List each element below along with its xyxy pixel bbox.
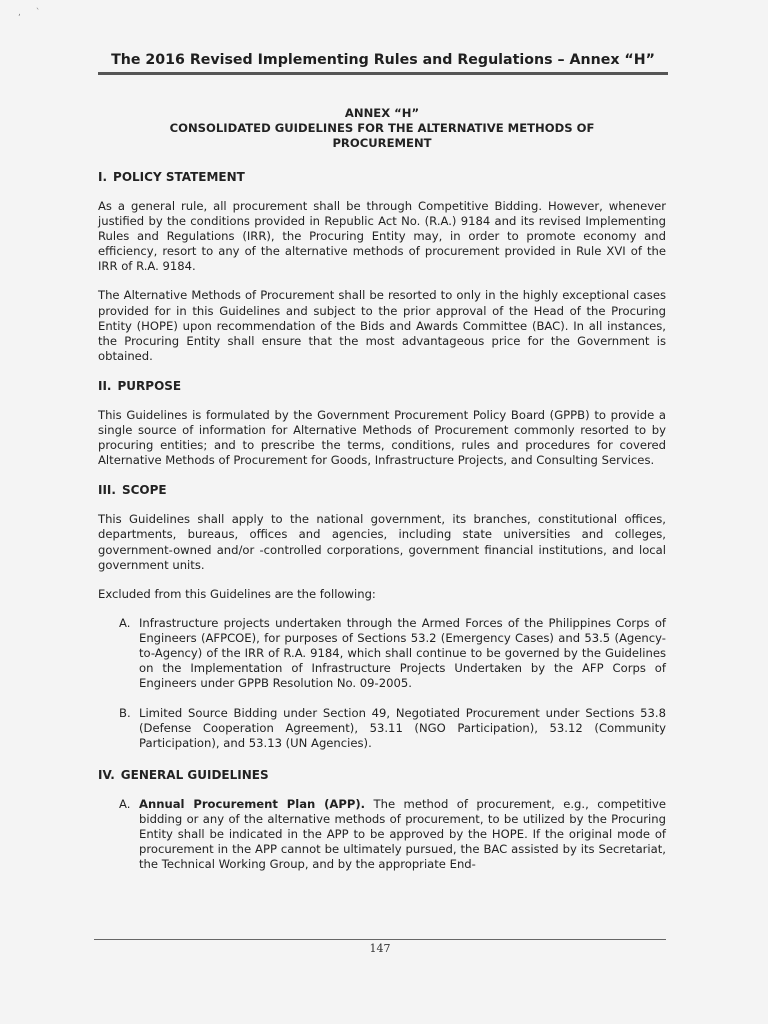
list-item-text <box>139 797 666 872</box>
section-heading-general <box>98 767 666 783</box>
section-number: IV. <box>98 767 115 782</box>
section-title: PURPOSE <box>117 378 182 393</box>
list-item <box>98 616 666 691</box>
section-number: II. <box>98 378 112 393</box>
list-marker: B. <box>119 706 131 721</box>
scope-exclusions-list <box>98 616 666 752</box>
list-item-text: Limited Source Bidding under Section 49, Negotiated Procurement under Sections 53.8 (Defense Cooperation Agreement), 53.11 (NGO Participation), 53.12 (Community Participation), and 53.13 (UN Agencies). <box>139 706 666 751</box>
list-item-lead: Annual Procurement Plan (APP). <box>139 796 366 811</box>
document-title <box>98 106 666 151</box>
list-marker: A. <box>119 615 131 630</box>
section-title: POLICY STATEMENT <box>113 170 245 184</box>
general-guidelines-list <box>98 797 666 872</box>
policy-paragraph-1: As a general rule, all procurement shall be through Competitive Bidding. However, whenever justified by the conditions provided in Republic Act No. (R.A.) 9184 and its revised Implementing Rules and Regulations (IRR), the Procuring Entity may, in order to promote economy and efficiency, resort to any of the alternative methods of procurement provided in Rule XVI of the IRR of R.A. 9184. <box>98 199 666 274</box>
section-heading-policy <box>98 169 666 185</box>
section-title: SCOPE <box>121 483 167 498</box>
scope-exclusions-intro: Excluded from this Guidelines are the following: <box>98 586 376 601</box>
footer-rule <box>94 939 666 940</box>
section-number: I. <box>98 170 108 184</box>
running-header: The 2016 Revised Implementing Rules and Regulations – Annex “H” <box>111 52 655 68</box>
scan-artifact: , ` <box>18 8 47 18</box>
purpose-paragraph: This Guidelines is formulated by the Government Procurement Policy Board (GPPB) to provide a single source of information for Alternative Methods of Procurement commonly resorted to by procuring entities; and to prescribe the terms, conditions, rules and procedures for covered Alternative Methods of Procurement for Goods, Infrastructure Projects, and Consulting Services. <box>98 407 666 468</box>
header-rule <box>98 72 668 75</box>
document-body <box>98 106 666 887</box>
section-title: GENERAL GUIDELINES <box>120 767 269 782</box>
section-heading-scope <box>98 482 666 498</box>
list-item <box>98 706 666 751</box>
list-item-body: The method of procurement, e.g., competitive bidding or any of the alternative methods of procurement, to be utilized by the Procuring Entity shall be indicated in the APP to be approved by the HOPE. If the original mode of procurement in the APP cannot be ultimately pursued, the BAC assisted by its Secretariat, the Technical Working Group, and by the appropriate End- <box>139 796 666 871</box>
title-line-3: PROCUREMENT <box>332 136 432 150</box>
section-heading-purpose <box>98 378 666 394</box>
title-line-2: CONSOLIDATED GUIDELINES FOR THE ALTERNATIVE METHODS OF <box>169 121 595 135</box>
list-item-text: Infrastructure projects undertaken through the Armed Forces of the Philippines Corps of Engineers (AFPCOE), for purposes of Sections 53.2 (Emergency Cases) and 53.5 (Agency-to-Agency) of the IRR of R.A. 9184, which shall continue to be governed by the Guidelines on the Implementation of Infrastructure Projects Undertaken by the AFP Corps of Engineers under GPPB Resolution No. 09-2005. <box>139 615 666 691</box>
title-line-1: ANNEX “H” <box>344 106 420 120</box>
policy-paragraph-2: The Alternative Methods of Procurement shall be resorted to only in the highly exceptional cases provided for in this Guidelines and subject to the prior approval of the Head of the Procuring Entity (HOPE) upon recommendation of the Bids and Awards Committee (BAC). In all instances, the Procuring Entity shall ensure that the most advantageous price for the Government is obtained. <box>98 288 666 363</box>
list-marker: A. <box>119 796 131 811</box>
scope-paragraph: This Guidelines shall apply to the national government, its branches, constitutional offices, departments, bureaus, offices and agencies, including state universities and colleges, government-owned and/or -controlled corporations, government financial institutions, and local government units. <box>98 512 666 572</box>
section-number: III. <box>98 483 116 498</box>
page-number: 147 <box>369 942 391 955</box>
list-item <box>98 797 666 872</box>
